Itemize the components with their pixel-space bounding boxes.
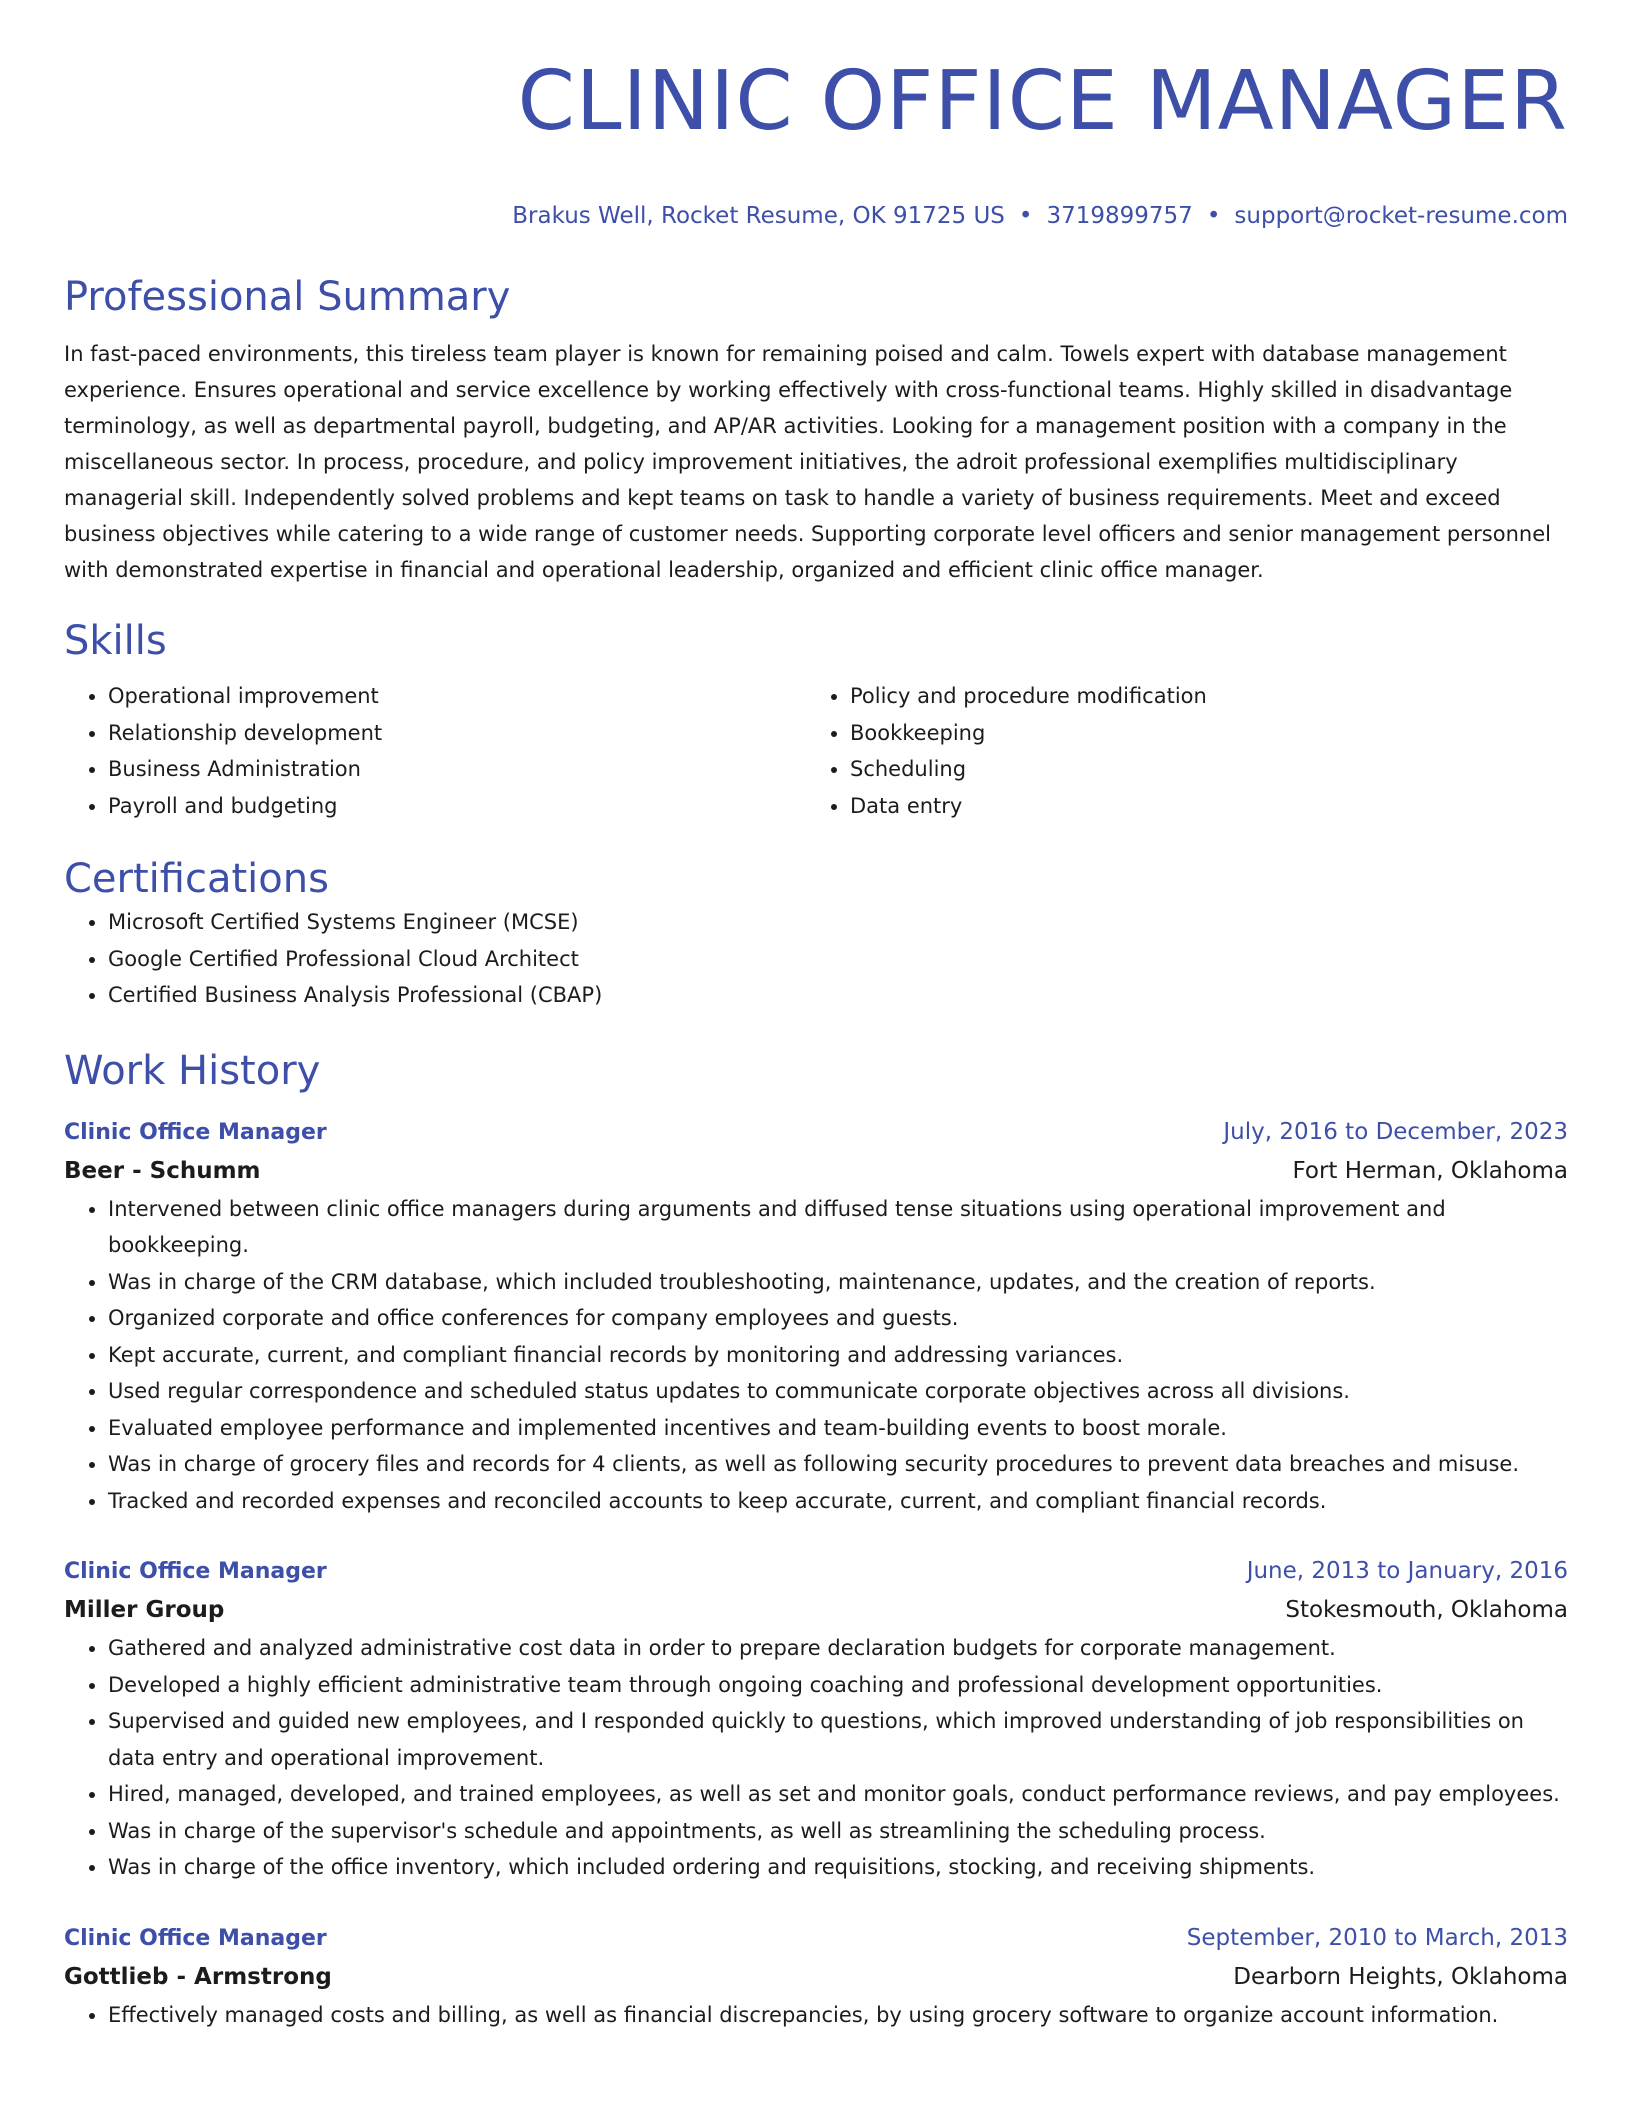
job-bullet: • Developed a highly efficient administrative team through ongoing coaching and professional development opportunities. — [108, 1667, 1568, 1704]
skill-item: • Data entry — [850, 788, 1548, 825]
skill-item: • Scheduling — [850, 751, 1548, 788]
job-title: Clinic Office Manager — [64, 1119, 327, 1145]
job-entry — [64, 1553, 1568, 1886]
job-bullet: • Was in charge of the CRM database, which included troubleshooting, maintenance, updates, and the creation of reports. — [108, 1264, 1568, 1301]
contact-separator: • — [1206, 203, 1221, 229]
resume-name: CLINIC OFFICE MANAGER — [517, 54, 1568, 149]
job-entry — [64, 1920, 1568, 2034]
job-title: Clinic Office Manager — [64, 1925, 327, 1951]
job-bullet: • Was in charge of the supervisor's schedule and appointments, as well as streamlining the scheduling process. — [108, 1813, 1568, 1850]
certification-item: • Certified Business Analysis Professional (CBAP) — [108, 977, 1568, 1014]
job-company: Gottlieb - Armstrong — [64, 1963, 332, 1990]
certifications-list — [64, 904, 1568, 1014]
contact-phone: 3719899757 — [1046, 203, 1193, 229]
job-company-row — [64, 1151, 1568, 1191]
job-company: Miller Group — [64, 1597, 225, 1623]
job-bullets — [64, 1630, 1568, 1886]
job-bullet: • Was in charge of grocery files and records for 4 clients, as well as following security procedures to prevent data breaches and misuse. — [108, 1446, 1568, 1483]
section-title-certifications: Certifications — [64, 856, 329, 902]
skills-list-left — [64, 678, 806, 824]
job-bullet: • Kept accurate, current, and compliant financial records by monitoring and addressing variances. — [108, 1337, 1568, 1374]
job-location: Fort Herman, Oklahoma — [1292, 1157, 1568, 1184]
skill-item: • Policy and procedure modification — [850, 678, 1548, 715]
resume-header — [64, 0, 1568, 232]
contact-line — [64, 200, 1568, 232]
job-bullet: • Effectively managed costs and billing, as well as financial discrepancies, by using grocery software to organize account information. — [108, 1997, 1568, 2034]
skill-item: • Business Administration — [108, 751, 806, 788]
job-bullet: • Intervened between clinic office managers during arguments and diffused tense situations using operational improvement and bookkeeping. — [108, 1191, 1568, 1264]
job-company-row — [64, 1590, 1568, 1630]
job-title-row — [64, 1114, 1568, 1151]
job-title: Clinic Office Manager — [64, 1559, 327, 1584]
job-title-row — [64, 1553, 1568, 1590]
skill-item: • Operational improvement — [108, 678, 806, 715]
job-location: Dearborn Heights, Oklahoma — [1233, 1963, 1568, 1990]
skill-item: • Relationship development — [108, 715, 806, 752]
certification-item: • Google Certified Professional Cloud Architect — [108, 941, 1568, 978]
job-bullet: • Hired, managed, developed, and trained employees, as well as set and monitor goals, conduct performance reviews, and pay employees. — [108, 1776, 1568, 1813]
contact-separator: • — [1018, 203, 1033, 229]
job-bullet: • Supervised and guided new employees, and I responded quickly to questions, which improved understanding of job responsibilities on data entry and operational improvement. — [108, 1703, 1568, 1776]
job-dates: September, 2010 to March, 2013 — [1186, 1924, 1568, 1951]
contact-address: Brakus Well, Rocket Resume, OK 91725 US — [512, 203, 1005, 229]
job-bullet: • Used regular correspondence and scheduled status updates to communicate corporate objectives across all divisions. — [108, 1373, 1568, 1410]
section-title-summary: Professional Summary — [64, 274, 511, 320]
section-title-work-history: Work History — [64, 1047, 321, 1094]
job-dates: July, 2016 to December, 2023 — [1223, 1118, 1568, 1145]
job-dates: June, 2013 to January, 2016 — [1246, 1558, 1568, 1584]
job-bullet: • Was in charge of the office inventory, which included ordering and requisitions, stocking, and receiving shipments. — [108, 1849, 1568, 1886]
job-bullet: • Evaluated employee performance and implemented incentives and team-building events to boost morale. — [108, 1410, 1568, 1447]
job-bullets — [64, 1997, 1568, 2034]
skills-grid — [64, 678, 1568, 824]
resume-page — [64, 0, 1568, 2033]
job-bullet: • Gathered and analyzed administrative cost data in order to prepare declaration budgets for corporate management. — [108, 1630, 1568, 1667]
job-company: Beer - Schumm — [64, 1157, 261, 1184]
skill-item: • Bookkeeping — [850, 715, 1548, 752]
job-title-row — [64, 1920, 1568, 1957]
job-location: Stokesmouth, Oklahoma — [1285, 1597, 1568, 1623]
skill-item: • Payroll and budgeting — [108, 788, 806, 825]
skills-column-right — [806, 678, 1548, 824]
job-bullet: • Organized corporate and office conferences for company employees and guests. — [108, 1300, 1568, 1337]
job-company-row — [64, 1957, 1568, 1997]
summary-text: In fast-paced environments, this tireless team player is known for remaining poised and calm. Towels expert with database management experience. Ensures operational and service excellence by working effectively with cross-functional teams. Highly skilled in disadvantage terminology, as well as departmental payroll, budgeting, and AP/AR activities. Looking for a management position with a company in the miscellaneous sector. In process, procedure, and policy improvement initiatives, the adroit professional exemplifies multidisciplinary managerial skill. Independently solved problems and kept teams on task to handle a variety of business requirements. Meet and exceed business objectives while catering to a wide range of customer needs. Supporting corporate level officers and senior management personnel with demonstrated expertise in financial and operational leadership, organized and efficient clinic office manager. — [64, 342, 1551, 582]
certification-item: • Microsoft Certified Systems Engineer (MCSE) — [108, 904, 1568, 941]
section-title-skills: Skills — [64, 618, 167, 664]
contact-email: support@rocket-resume.com — [1234, 203, 1568, 229]
skills-column-left — [64, 678, 806, 824]
skills-list-right — [806, 678, 1548, 824]
job-bullet: • Tracked and recorded expenses and reconciled accounts to keep accurate, current, and compliant financial records. — [108, 1483, 1568, 1520]
job-bullets — [64, 1191, 1568, 1520]
job-entry — [64, 1114, 1568, 1520]
